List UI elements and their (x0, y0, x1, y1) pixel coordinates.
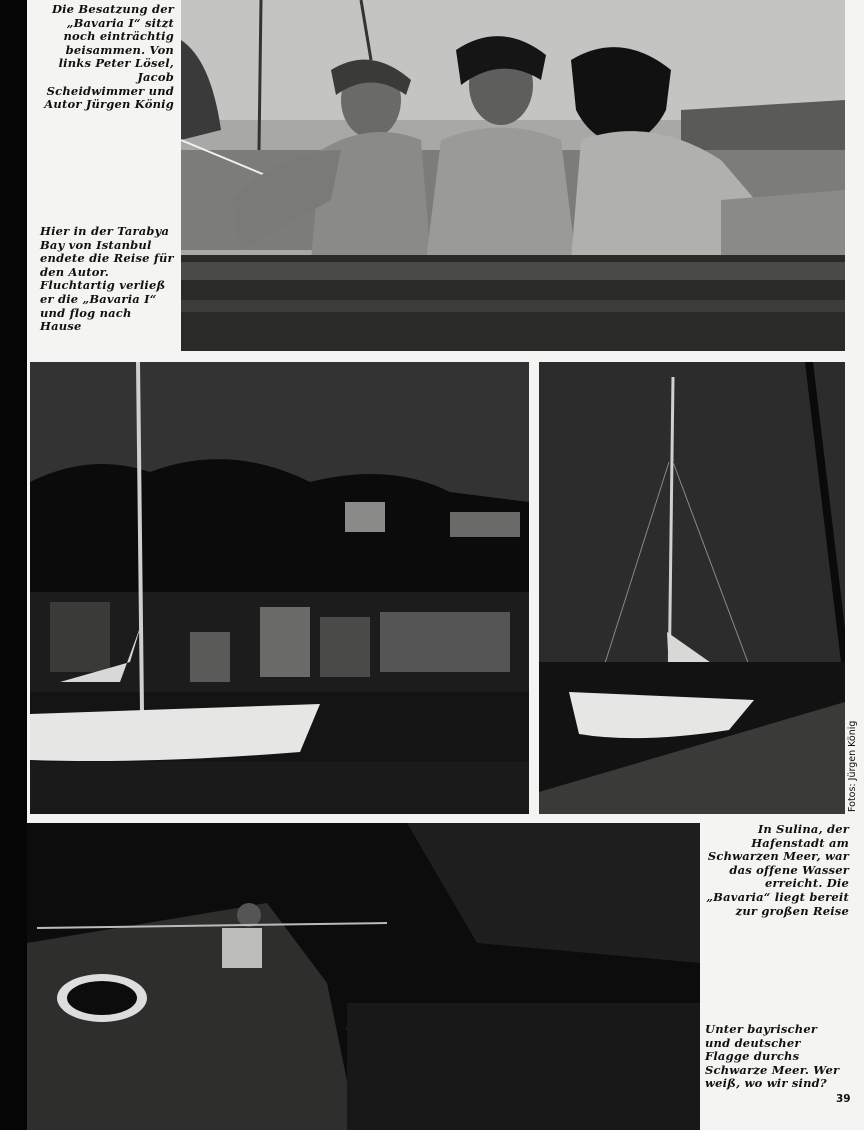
crew-photo (181, 0, 845, 351)
sulina-caption: In Sulina, der Hafenstadt am Schwarzen Meer, war das offene Wasser erreicht. Die „Bavaria“ liegt bereit zur großen Reise (706, 822, 849, 918)
page-number: 39 (836, 1093, 851, 1105)
crew-caption: Die Besatzung der „Bavaria I“ sitzt noch einträchtig beisammen. Von links Peter Lösel, Jacob Scheidwimmer und Autor Jürgen König (44, 2, 174, 112)
left-black-gutter (0, 0, 27, 1130)
deck-at-sea-photo (27, 823, 700, 1130)
tarabya-caption: Hier in der Tarabya Bay von Istanbul endete die Reise für den Autor. Fluchtartig verließ er die „Bavaria I“ und flog nach Hause (40, 224, 174, 334)
photo-credit: Fotos: Jürgen König (847, 720, 858, 812)
sulina-harbor-photo (539, 362, 845, 814)
tarabya-bay-photo (30, 362, 529, 814)
flag-caption: Unter bayrischer und deutscher Flagge durchs Schwarze Meer. Wer weiß, wo wir sind? (705, 1022, 840, 1091)
